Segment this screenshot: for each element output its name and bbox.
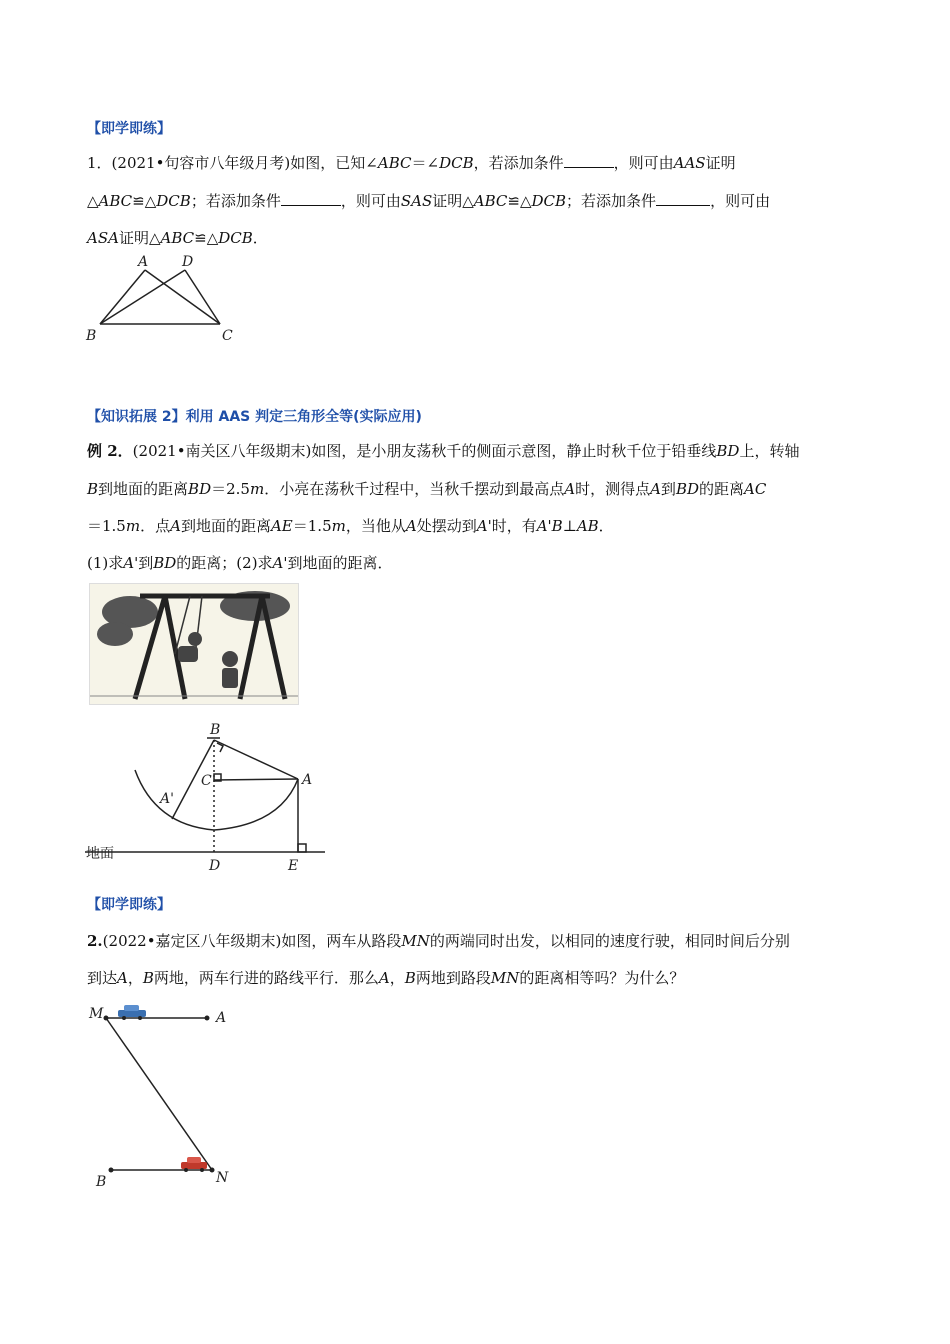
ex2-a: A xyxy=(405,517,417,535)
ex2-q-text: 到地面的距离． xyxy=(287,554,393,572)
ex2-text: 上，转轴 xyxy=(739,442,800,460)
ex2-apb: A'B xyxy=(536,517,563,535)
q1-triangle-symbol: △ xyxy=(87,192,99,210)
ex2-q-text: 的距离；(2)求 xyxy=(176,554,273,572)
swing-diagram xyxy=(80,715,340,875)
q1-line3 xyxy=(87,227,268,248)
q2-text: 的距离相等吗？为什么？ xyxy=(519,969,685,987)
q2-mn: MN xyxy=(490,969,520,987)
q2-number: 2. xyxy=(87,932,103,950)
ex2-bd: BD xyxy=(153,554,177,572)
ex2-number: 例 2． xyxy=(87,442,133,460)
label-c: C xyxy=(201,773,212,789)
ex2-text: 的距离 xyxy=(699,480,745,498)
segment-bd xyxy=(100,270,185,324)
q1-aas: AAS xyxy=(673,154,706,172)
ex2-ac: AC xyxy=(744,480,767,498)
label-c: C xyxy=(222,328,233,344)
ex2-text: 到地面的距离 xyxy=(180,517,271,535)
q2-line1 xyxy=(87,930,790,951)
q1-triangle-figure xyxy=(80,252,260,347)
q1-congruent: ≌△ xyxy=(507,192,532,210)
q1-eq: ＝∠ xyxy=(411,154,440,172)
swing-illustration xyxy=(90,584,298,704)
q1-dcb: DCB xyxy=(218,229,253,247)
q1-abc: ABC xyxy=(160,229,195,247)
answer-blank-3[interactable] xyxy=(656,191,710,206)
ex2-unit: m xyxy=(331,517,346,535)
child-on-swing-head xyxy=(188,632,202,646)
right-angle-e xyxy=(298,844,306,852)
q1-number: 1． xyxy=(87,154,112,172)
point-b xyxy=(109,1168,114,1173)
q1-text: ，则可由 xyxy=(710,192,771,210)
ex2-text: ，当他从 xyxy=(345,517,406,535)
q1-text: ；若添加条件 xyxy=(190,192,281,210)
q2-text: 两地，两车行进的路线平行．那么 xyxy=(153,969,379,987)
point-n xyxy=(210,1168,215,1173)
q1-text: ，若添加条件 xyxy=(473,154,564,172)
q2-b: B xyxy=(404,969,416,987)
ex2-a-prime: A' xyxy=(123,554,139,572)
q1-source: (2021•句容市八年级月考) xyxy=(111,154,291,172)
q1-text: ，则可由 xyxy=(340,192,401,210)
ex2-text: 到地面的距离 xyxy=(98,480,189,498)
road-diagram xyxy=(84,1000,254,1195)
label-m: M xyxy=(89,1006,104,1022)
ex2-unit: m xyxy=(249,480,265,498)
ex2-text: 处摆动到 xyxy=(416,517,477,535)
ex2-perp: ⊥ xyxy=(562,517,577,535)
ex2-bd: BD xyxy=(188,480,212,498)
q2-a: A xyxy=(378,969,390,987)
point-a xyxy=(205,1016,210,1021)
q1-dcb: DCB xyxy=(156,192,191,210)
q2-a: A xyxy=(117,969,128,987)
swing-rope-1 xyxy=(175,596,190,654)
q1-asa: ASA xyxy=(87,229,119,247)
q1-text: 证明△ xyxy=(432,192,474,210)
q2-text: 的两端同时出发，以相同的速度行驶，相同时间后分别 xyxy=(429,932,790,950)
label-b: B xyxy=(86,328,97,344)
ex2-text: (2021•南关区八年级期末)如图，是小朋友荡秋千的侧面示意图，静止时秋千位于铅垂线 xyxy=(132,442,717,460)
label-d: D xyxy=(209,858,221,874)
label-d: D xyxy=(182,254,194,270)
q1-text: 如图，已知∠ xyxy=(290,154,378,172)
point-m xyxy=(104,1016,109,1021)
ex2-a: A xyxy=(564,480,576,498)
q1-abc: ABC xyxy=(473,192,508,210)
q1-dcb: DCB xyxy=(531,192,567,210)
swing-photo xyxy=(89,583,299,705)
q1-angle-abc: ABC xyxy=(377,154,412,172)
label-e: E xyxy=(288,858,299,874)
section-header-1: 【即学即练】 xyxy=(87,121,171,137)
q1-line2 xyxy=(87,190,770,211)
ex2-value: ＝2.5 xyxy=(211,480,250,498)
child-standing-head xyxy=(222,651,238,667)
q1-text: 证明△ xyxy=(118,229,161,247)
ex2-text: ．点 xyxy=(140,517,171,535)
ex2-bd: BD xyxy=(716,442,740,460)
q1-line1 xyxy=(87,152,736,173)
ex2-ae: AE xyxy=(270,517,293,535)
q1-sas: SAS xyxy=(400,192,433,210)
ex2-a: A xyxy=(650,480,661,498)
answer-blank-1[interactable] xyxy=(564,153,614,168)
label-b: B xyxy=(210,722,221,738)
q2-text: (2022•嘉定区八年级期末)如图，两车从路段 xyxy=(102,932,402,950)
ex2-a-prime: A' xyxy=(272,554,288,572)
label-ground: 地面 xyxy=(86,846,114,862)
label-a: A xyxy=(216,1010,227,1026)
segment-ba xyxy=(100,270,145,324)
label-a-prime: A' xyxy=(160,791,174,807)
child-on-swing-body xyxy=(178,646,198,662)
q2-mn: MN xyxy=(401,932,430,950)
ex2-text: ．小亮在荡秋千过程中，当秋千摆动到最高点 xyxy=(264,480,565,498)
label-a: A xyxy=(302,772,313,788)
ex2-bd: BD xyxy=(675,480,699,498)
ex2-q-text: (1)求 xyxy=(87,554,124,572)
ex2-ab: AB xyxy=(576,517,599,535)
ex2-text: 时，有 xyxy=(491,517,537,535)
segment-dc xyxy=(185,270,220,324)
ex2-line2 xyxy=(87,478,766,499)
q1-congruent: ≌△ xyxy=(194,229,219,247)
q1-text: ；若添加条件 xyxy=(566,192,657,210)
label-b: B xyxy=(96,1174,107,1190)
q2-line2 xyxy=(87,967,684,988)
q2-text: ， xyxy=(389,969,405,987)
ex2-line1 xyxy=(87,440,799,461)
segment-ca xyxy=(214,779,298,780)
q2-text: 到达 xyxy=(87,969,118,987)
ex2-a: A xyxy=(170,517,181,535)
answer-blank-2[interactable] xyxy=(281,191,341,206)
ex2-line3 xyxy=(87,515,614,536)
label-n: N xyxy=(216,1170,229,1186)
section-header-2: 【知识拓展 2】利用 AAS 判定三角形全等(实际应用) xyxy=(87,409,422,425)
q2-b: B xyxy=(142,969,154,987)
road-mn xyxy=(106,1018,212,1170)
tree-bush-left-2 xyxy=(97,622,133,646)
ex2-b: B xyxy=(87,480,99,498)
q1-congruent: ≌△ xyxy=(132,192,157,210)
segment-ac xyxy=(145,270,220,324)
q1-abc: ABC xyxy=(98,192,133,210)
q1-text: 证明 xyxy=(705,154,736,172)
ex2-text: 到 xyxy=(660,480,676,498)
ex2-text: ． xyxy=(598,517,614,535)
ex2-value: ＝1.5 xyxy=(292,517,332,535)
segment-ba xyxy=(214,740,298,779)
ex2-unit: m xyxy=(125,517,141,535)
ex2-a-prime: A' xyxy=(476,517,492,535)
q2-text: 两地到路段 xyxy=(415,969,491,987)
q2-text: ， xyxy=(127,969,143,987)
q1-angle-dcb: DCB xyxy=(439,154,474,172)
ex2-value: ＝1.5 xyxy=(87,517,126,535)
ex2-q-text: 到 xyxy=(138,554,154,572)
label-a: A xyxy=(138,254,149,270)
q1-text: ． xyxy=(252,229,268,247)
section-header-3: 【即学即练】 xyxy=(87,897,171,913)
ex2-question xyxy=(87,552,393,573)
child-standing-body xyxy=(222,668,238,688)
ex2-text: 时，测得点 xyxy=(575,480,651,498)
q1-text: ，则可由 xyxy=(613,154,674,172)
